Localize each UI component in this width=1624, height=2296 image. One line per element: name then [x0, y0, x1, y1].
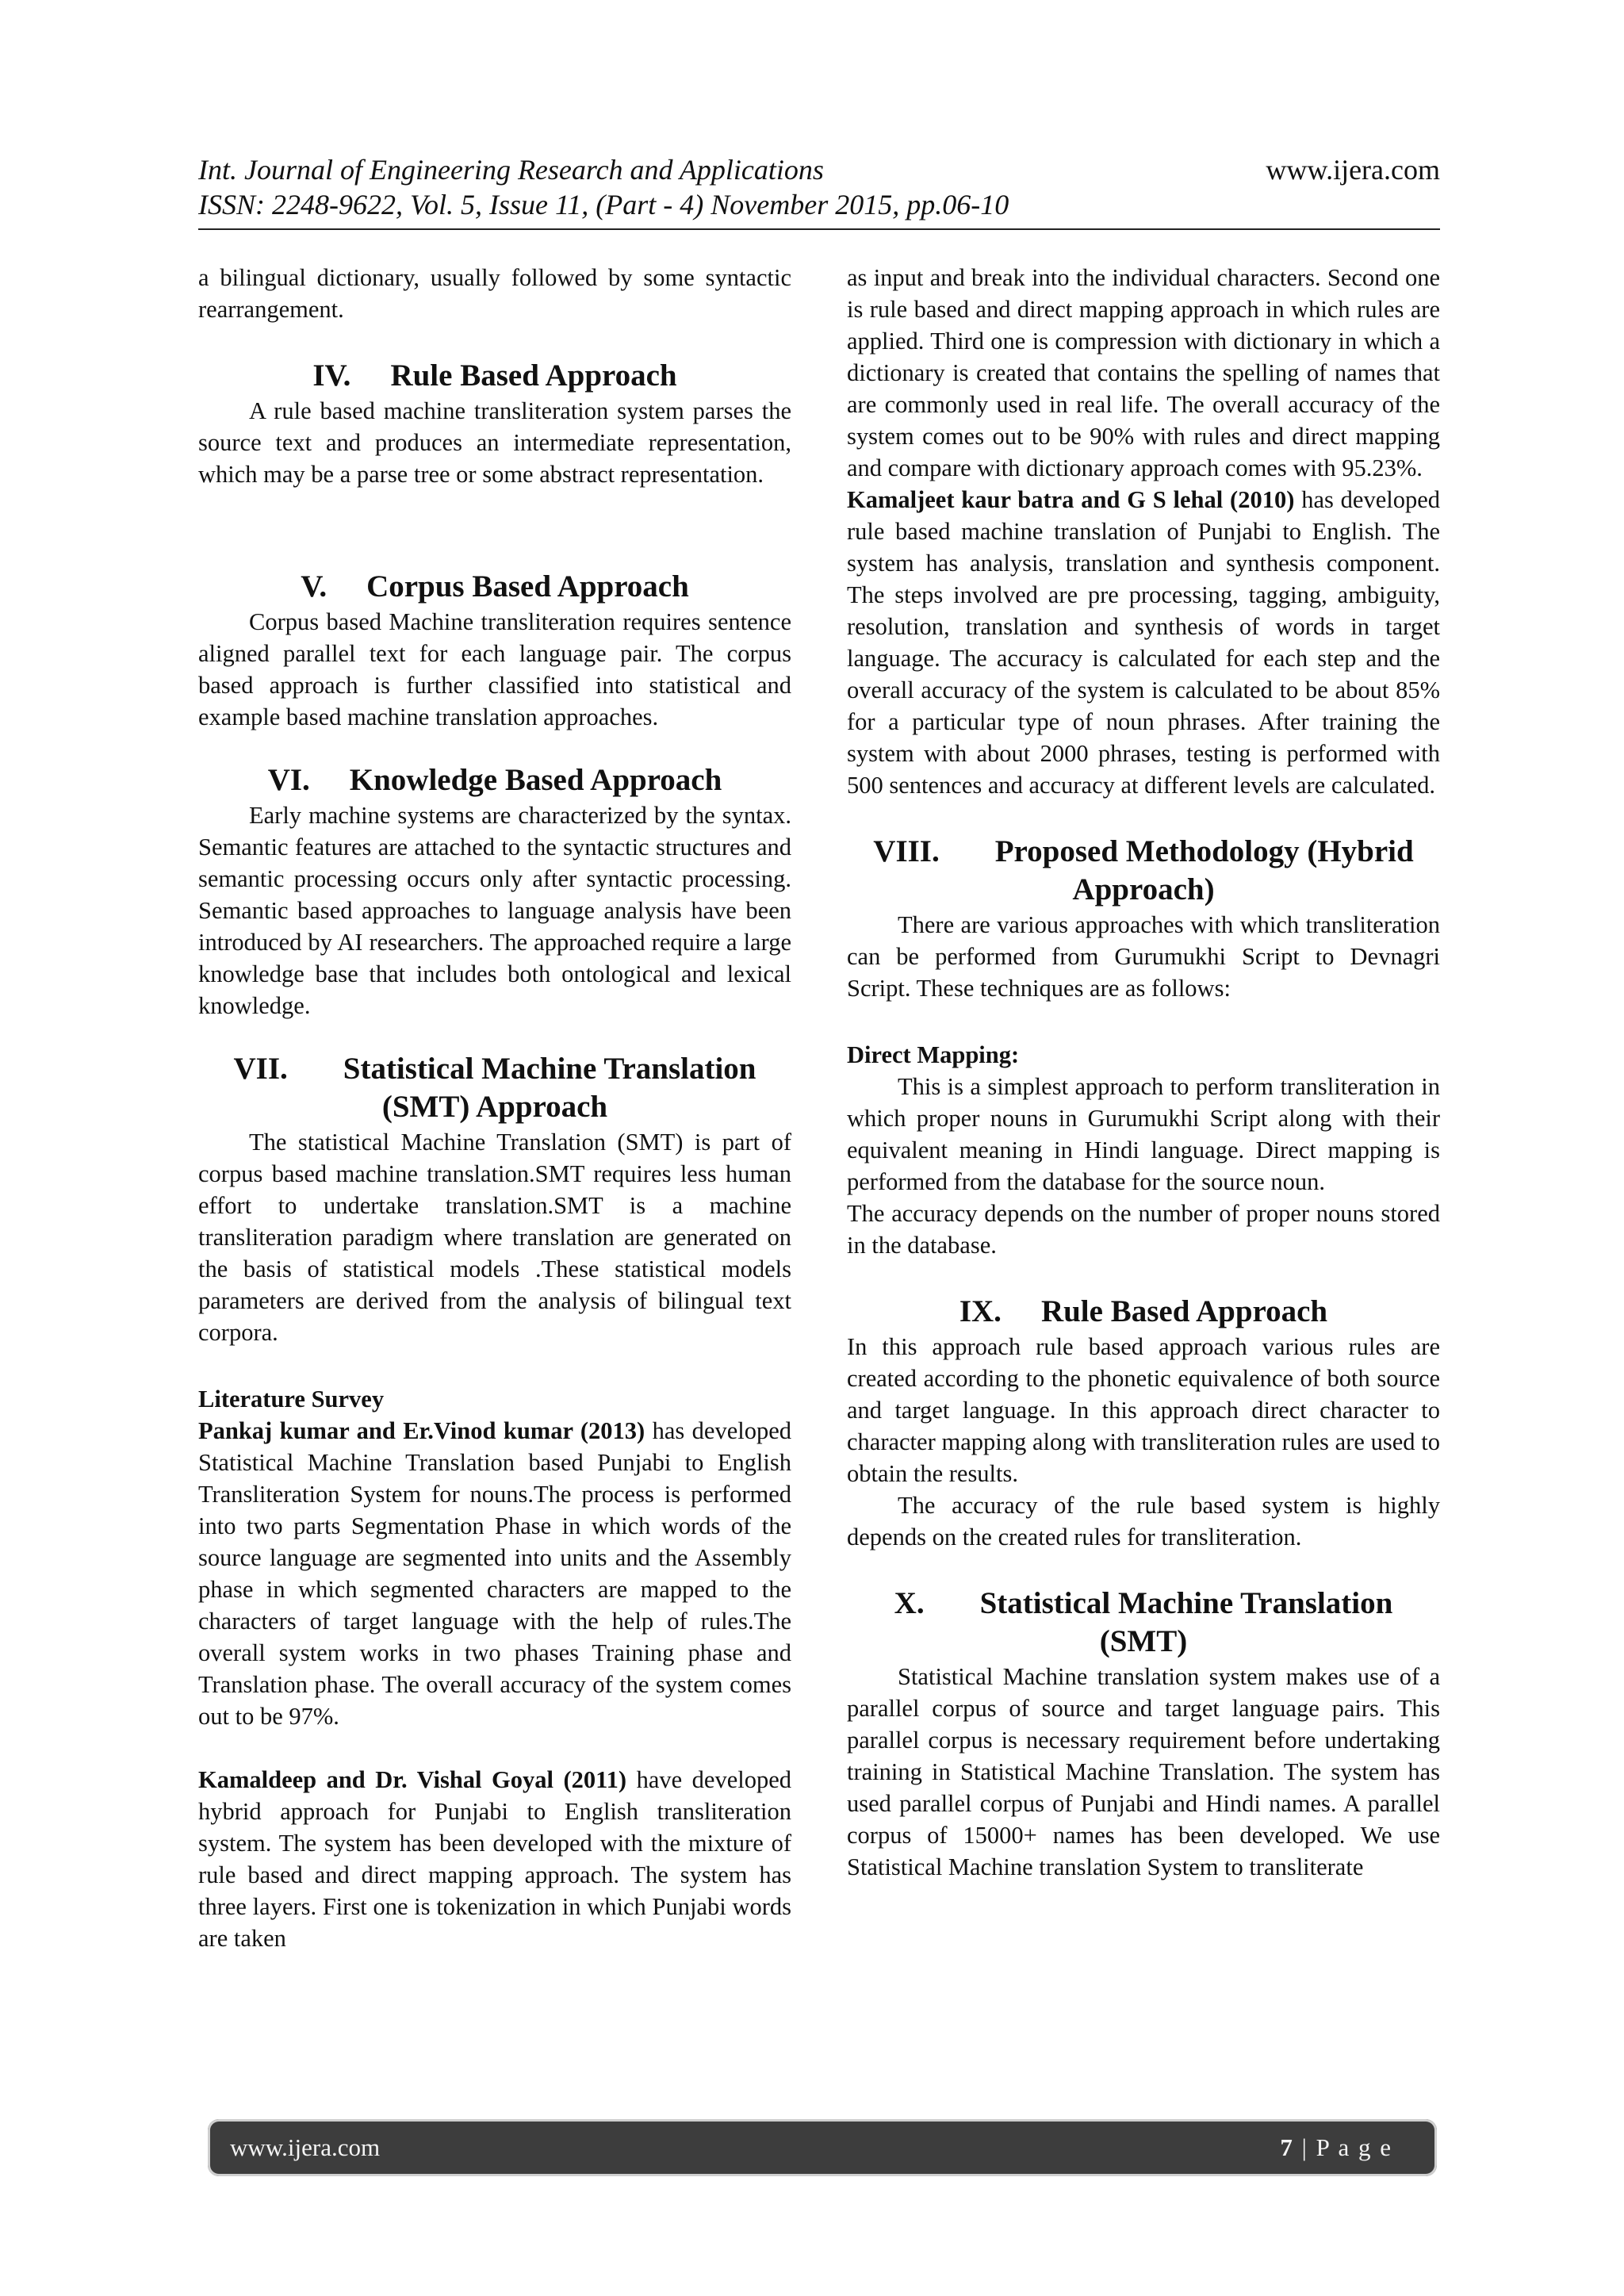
- section-8-title-line1: Proposed Methodology (Hybrid: [994, 834, 1414, 868]
- section-10-title-line1: Statistical Machine Translation: [979, 1586, 1393, 1620]
- section-6-body: Early machine systems are characterized by the syntax. Semantic features are attached to the syntactic structures and semantic processing occurs only after syntactic processing. Semantic based approaches to language analysis have been introduced by AI researchers. The approached require a large knowledge base that includes both ontological and lexical knowledge.: [198, 802, 791, 1019]
- section-7-title-line2: (SMT) Approach: [381, 1090, 608, 1124]
- literature-3-authors: Kamaljeet kaur batra and G S lehal (2010): [847, 486, 1295, 513]
- section-8-heading: [847, 833, 1440, 909]
- header-rule: [198, 228, 1440, 230]
- section-5-title: Corpus Based Approach: [366, 569, 689, 604]
- literature-paragraph-3: [847, 484, 1440, 801]
- section-8-number: VIII.: [873, 834, 940, 868]
- section-6-heading: [198, 761, 791, 799]
- literature-paragraph-1: [198, 1415, 791, 1732]
- section-4-number: IV.: [312, 358, 351, 393]
- section-10-body: Statistical Machine translation system makes use of a parallel corpus of source and target language pairs. This parallel corpus is necessary requirement before undertaking training in Statistical Machine Translation. The system has used parallel corpus of Punjabi and Hindi names. A parallel corpus of 15000+ names has been developed. We use Statistical Machine translation System to transliterate: [847, 1663, 1440, 1880]
- left-column: [198, 262, 791, 1954]
- direct-mapping-body-1: This is a simplest approach to perform transliteration in which proper nouns in Gurumukhi Script along with their equivalent meaning in Hindi language. Direct mapping is performed from the database for the source noun.: [847, 1073, 1440, 1195]
- section-9-title: Rule Based Approach: [1040, 1294, 1328, 1328]
- section-4-title: Rule Based Approach: [390, 358, 677, 393]
- direct-mapping-heading: Direct Mapping:: [847, 1041, 1020, 1068]
- section-9-body-1: In this approach rule based approach various rules are created according to the phonetic equivalence of both source and target language. In this approach direct character to character mapping along with transliteration rules are used to obtain the results.: [847, 1333, 1440, 1487]
- section-10-title-line2: (SMT): [1099, 1624, 1188, 1658]
- continued-paragraph: as input and break into the individual characters. Second one is rule based and direct mapping approach in which rules are applied. Third one is compression with dictionary in which a dictionary is created that contains the spelling of names that are commonly used in real life. The overall accuracy of the system comes out to be 90% with rules and direct mapping and compare with dictionary approach comes with 95.23%.: [847, 264, 1440, 481]
- right-column: [847, 262, 1440, 1883]
- section-4-heading: [198, 357, 791, 395]
- section-9-heading: [847, 1293, 1440, 1331]
- section-5-number: V.: [301, 569, 327, 604]
- section-7-body: The statistical Machine Translation (SMT) is part of corpus based machine translation.SMT requires less human effort to undertake translation.SMT is a machine transliteration paradigm where translation are generated on the basis of statistical models .These statistical models parameters are derived from the analysis of bilingual text corpora.: [198, 1129, 791, 1346]
- journal-website: www.ijera.com: [1266, 154, 1440, 186]
- footer-page-number: [1280, 2119, 1392, 2176]
- direct-mapping-body-2: The accuracy depends on the number of proper nouns stored in the database.: [847, 1200, 1440, 1259]
- section-4-body: A rule based machine transliteration system parses the source text and produces an intermediate representation, which may be a parse tree or some abstract representation.: [198, 397, 791, 488]
- page-label: | P a g e: [1293, 2133, 1392, 2161]
- section-6-title: Knowledge Based Approach: [349, 763, 722, 797]
- section-5-body: Corpus based Machine transliteration requires sentence aligned parallel text for each language pair. The corpus based approach is further classified into statistical and example based machine translation approaches.: [198, 608, 791, 730]
- journal-title: Int. Journal of Engineering Research and Applications: [198, 154, 824, 186]
- section-8-title-line2: Approach): [1072, 872, 1215, 907]
- section-9-body-2: The accuracy of the rule based system is highly depends on the created rules for transliteration.: [847, 1492, 1440, 1550]
- section-5-heading: [198, 568, 791, 606]
- page-number: 7: [1280, 2133, 1294, 2161]
- literature-1-text: has developed Statistical Machine Translation based Punjabi to English Transliteration System for nouns.The process is performed into two parts Segmentation Phase in which words of the source language are segmented into units and the Assembly phase in which segmented characters are mapped to the characters of target language with the help of rules.The overall system works in two phases Training phase and Translation phase. The overall accuracy of the system comes out to be 97%.: [198, 1417, 791, 1730]
- page-footer: [208, 2119, 1437, 2176]
- section-9-number: IX.: [959, 1294, 1002, 1328]
- literature-1-authors: Pankaj kumar and Er.Vinod kumar (2013): [198, 1417, 645, 1444]
- running-header: [198, 152, 1440, 222]
- literature-2-text: have developed hybrid approach for Punjabi to English transliteration system. The system has been developed with the mixture of rule based and direct mapping approach. The system has three layers. First one is tokenization in which Punjabi words are taken: [198, 1766, 791, 1952]
- section-7-title-line1: Statistical Machine Translation: [343, 1052, 756, 1086]
- intro-paragraph: a bilingual dictionary, usually followed by some syntactic rearrangement.: [198, 264, 791, 323]
- footer-website: www.ijera.com: [230, 2133, 381, 2161]
- section-10-number: X.: [894, 1586, 925, 1620]
- literature-paragraph-2: [198, 1764, 791, 1954]
- literature-2-authors: Kamaldeep and Dr. Vishal Goyal (2011): [198, 1766, 627, 1793]
- section-8-body: There are various approaches with which transliteration can be performed from Gurumukhi Script to Devnagri Script. These techniques are as follows:: [847, 911, 1440, 1002]
- section-6-number: VI.: [267, 763, 310, 797]
- section-7-heading: [198, 1050, 791, 1126]
- literature-3-text: has developed rule based machine translation of Punjabi to English. The system has analysis, translation and synthesis component. The steps involved are pre processing, tagging, ambiguity, resolution, translation and synthesis of words in target language. The accuracy is calculated for each step and the overall accuracy of the system is calculated to be about 85% for a particular type of noun phrases. After training the system with about 2000 phrases, testing is performed with 500 sentences and accuracy at different levels are calculated.: [847, 486, 1440, 799]
- journal-issn: ISSN: 2248-9622, Vol. 5, Issue 11, (Part - 4) November 2015, pp.06-10: [198, 189, 1009, 220]
- literature-survey-heading: Literature Survey: [198, 1386, 385, 1412]
- section-10-heading: [847, 1585, 1440, 1661]
- section-7-number: VII.: [233, 1052, 288, 1086]
